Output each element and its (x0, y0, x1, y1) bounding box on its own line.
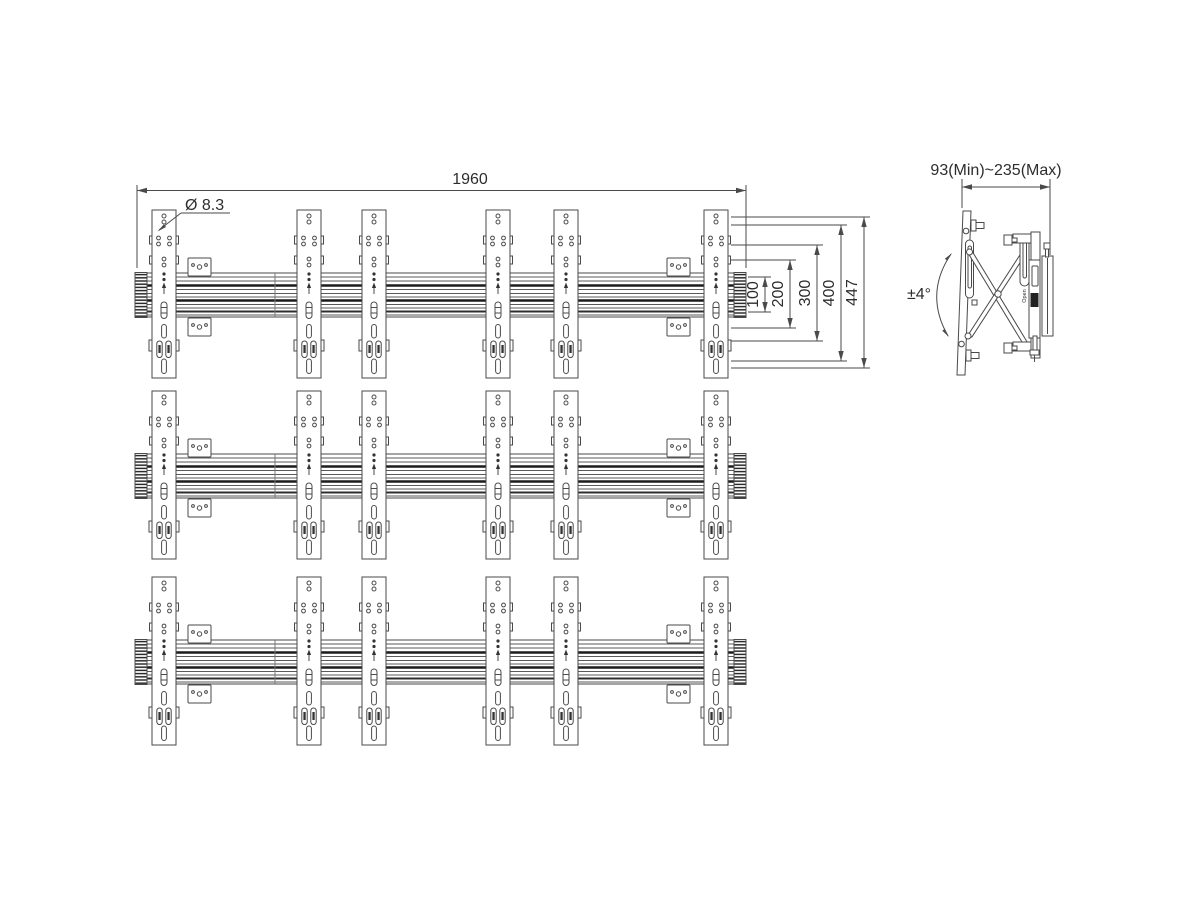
scissor-arms (965, 236, 1030, 349)
dimension-overall-width (137, 171, 746, 268)
dim-vesa-100-label: 100 (745, 281, 762, 308)
dim-vesa-200-label: 200 (770, 280, 787, 308)
dimension-tilt-angle (907, 253, 952, 337)
mount-row-2 (135, 391, 746, 559)
dim-vesa-400-label: 400 (821, 279, 838, 307)
dim-hole-diameter-label: Ø 8.3 (185, 197, 225, 214)
dim-depth-range-label: 93(Min)~235(Max) (930, 162, 1062, 179)
latch-open-label: Open (1022, 289, 1028, 303)
dim-tilt-angle-label: ±4° (906, 286, 932, 303)
mount-row-3 (135, 577, 746, 745)
side-view (907, 162, 1062, 375)
mount-row-1 (135, 210, 746, 378)
dim-overall-width-label: 1960 (452, 171, 488, 188)
mount-knob-top (971, 220, 984, 231)
mount-knob-bottom (966, 350, 979, 361)
dim-vesa-300-label: 300 (797, 279, 814, 307)
front-view (135, 171, 870, 745)
dimension-depth-range (930, 162, 1061, 255)
dimension-vesa-stack (731, 217, 870, 368)
dim-bracket-height-label: 447 (844, 279, 861, 306)
